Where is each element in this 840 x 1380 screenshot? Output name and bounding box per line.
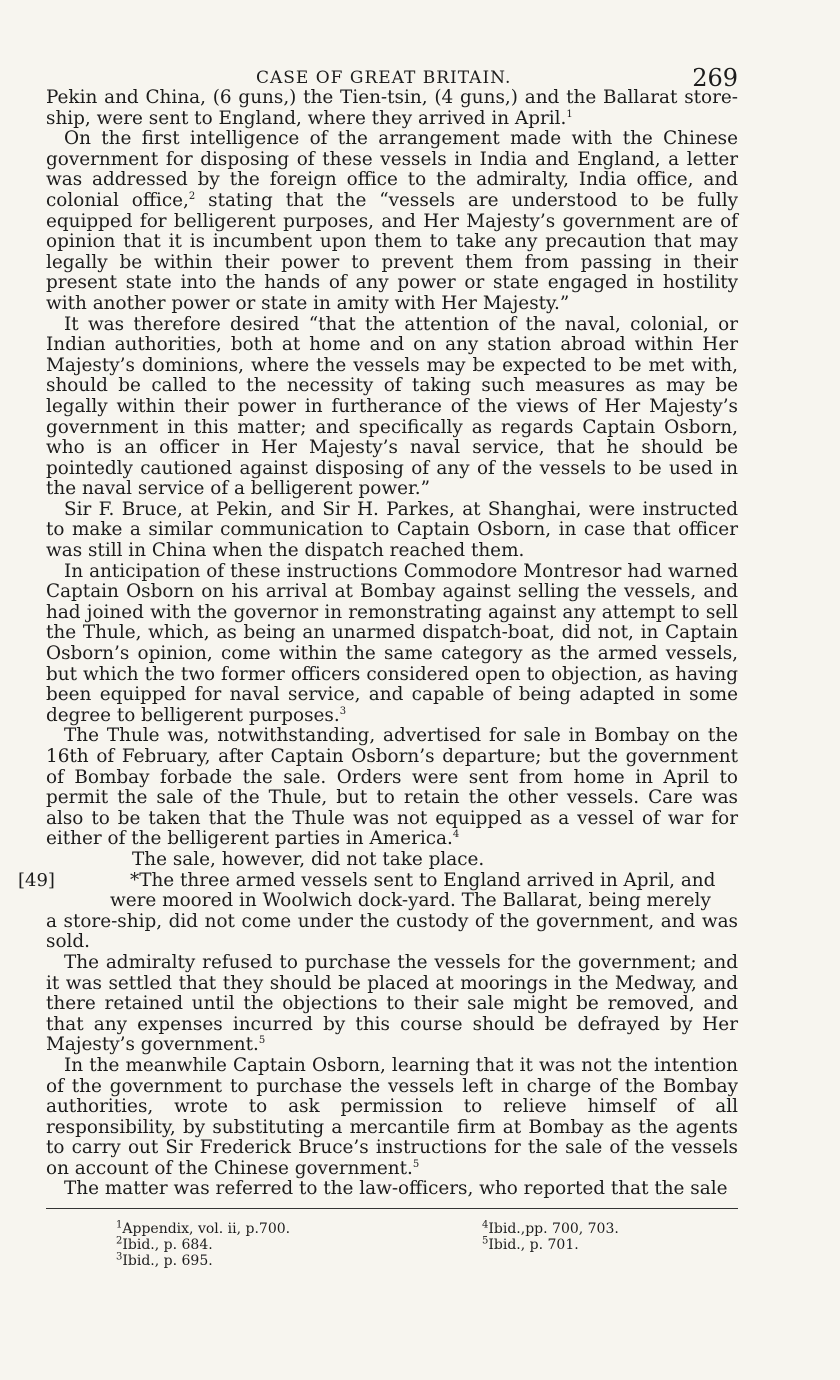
footnote-ref: 4 (452, 829, 460, 841)
paragraph (46, 562, 738, 727)
footnote-number: 5 (482, 1235, 489, 1247)
footnote-text: Ibid., p. 695. (122, 1253, 213, 1270)
paragraph: The matter was referred to the law-officers, who reported that the sale (64, 1178, 728, 1200)
paragraph-text: It was therefore desired “that the attention of the naval, colonial, or Indian authorities, both at home and on any station abroad within Her Majesty’s dominions, where the vessels may be expected to be met with, should be called to the necessity of taking such measures as may be legally within their power in furtherance of the views of Her Majesty’s government in this matter; and specifically as regards Captain Osborn, who is an officer in Her Majesty’s naval service, that he should be pointedly cautioned against disposing of any of the vessels to be used in the naval service of a belligerent power.” (46, 313, 738, 500)
paragraph: a store-ship, did not come under the custody of the government, and was sold. (46, 910, 738, 953)
marginal-page-number: [49] (18, 869, 55, 891)
footnote-number: 2 (116, 1235, 123, 1247)
paragraph-text: In anticipation of these instructions Commodore Montresor had warned Captain Osborn on his arrival at Bombay against selling the vessels, and had joined with the governor in remonstrating against any attempt to sell the Thule, which, as being an unarmed dispatch-boat, did not, in Captain Osborn’s opinion, come within the same category as the armed vessels, but which the two former officers considered open to objection, as having been equipped for naval service, and capable of being adapted in some degree to belligerent purposes. (46, 560, 738, 726)
footnote (116, 1221, 372, 1237)
footnote-number: 1 (116, 1219, 123, 1231)
page-header (46, 42, 738, 92)
footnote-text: Appendix, vol. ii, p.700. (122, 1221, 291, 1238)
paragraph-text: On the first intelligence of the arrangement made with the Chinese government for disposing of these vessels in India and England, a letter was addressed by the foreign office to the admiralty, India office, and colonial office, (46, 128, 738, 211)
body-text (18, 87, 738, 1200)
paragraph-line: were moored in Woolwich dock-yard. The Ballarat, being merely (110, 890, 711, 912)
footnote-rule (46, 1208, 738, 1209)
paragraph: The sale, however, did not take place. (132, 848, 485, 870)
paragraph (46, 500, 738, 562)
page-number: 269 (692, 64, 738, 92)
footnote-number: 3 (116, 1251, 123, 1263)
marginal-block (18, 869, 738, 912)
footnotes-left (46, 1221, 372, 1269)
footnote (482, 1237, 738, 1253)
paragraph-text: In the meanwhile Captain Osborn, learning that it was not the intention of the government to purchase the vessels left in charge of the Bombay authorities, wrote to ask permission to relieve himself of all responsibility, by substituting a mercantile firm at Bombay as the agents to carry out Sir Frederick Bruce’s instructions for the sale of the vessels on account of the Chinese government. (46, 1054, 738, 1179)
paragraph (46, 129, 738, 314)
paragraph-text: The Thule was, notwithstanding, advertised for sale in Bombay on the 16th of February, after Captain Osborn’s departure; but the government of Bombay forbade the sale. Orders were sent from home in April to permit the sale of the Thule, but to retain the other vessels. Care was also to be taken that the Thule was not equipped as a vessel of war for either of the belligerent parties in America. (46, 725, 738, 850)
footnotes-right (372, 1221, 738, 1269)
running-head: CASE OF GREAT BRITAIN. (256, 68, 512, 88)
footnote-ref: 3 (339, 705, 347, 717)
paragraph (46, 315, 738, 500)
footnote-number: 4 (482, 1219, 489, 1231)
footnote-ref: 5 (412, 1158, 420, 1170)
footnote-text: Ibid.,pp. 700, 703. (488, 1221, 619, 1238)
footnote-ref: 5 (258, 1035, 266, 1047)
footnote-ref: 1 (566, 108, 573, 120)
paragraph (46, 88, 738, 129)
footnote-ref: 2 (188, 190, 196, 202)
page (18, 42, 738, 1270)
paragraph (46, 1056, 738, 1180)
paragraph-text: stating that the “vessels are understood to be fully equipped for belligerent purposes, and Her Majesty’s government are of opinion that it is incumbent upon them to take any precaution that may legally be within their power to prevent them from passing in their present state into the hands of any power or state engaged in hostility with another power or state in amity with Her Majesty.” (46, 189, 738, 314)
footnote-text: Ibid., p. 684. (122, 1237, 213, 1254)
footnote (116, 1237, 372, 1253)
footnote (116, 1253, 372, 1269)
paragraph-text: Pekin and China, (6 guns,) the Tien-tsin, (4 guns,) and the Ballarat store-ship, were sent to England, where they arrived in April. (46, 87, 738, 129)
paragraph-line: *The three armed vessels sent to England arrived in April, and (130, 869, 716, 891)
paragraph-text: The admiralty refused to purchase the vessels for the government; and it was settled that they should be placed at moorings in the Medway, and there retained until the objections to their sale might be removed, and that any expenses incurred by this course should be defrayed by Her Majesty’s government. (46, 951, 738, 1056)
paragraph (46, 953, 738, 1056)
footnotes (46, 1221, 738, 1269)
footnote-text: Ibid., p. 701. (488, 1237, 579, 1254)
footnote (482, 1221, 738, 1237)
paragraph-text: Sir F. Bruce, at Pekin, and Sir H. Parkes, at Shanghai, were instructed to make a similar communication to Captain Osborn, in case that officer was still in China when the dispatch reached them. (46, 498, 738, 562)
paragraph (46, 726, 738, 850)
